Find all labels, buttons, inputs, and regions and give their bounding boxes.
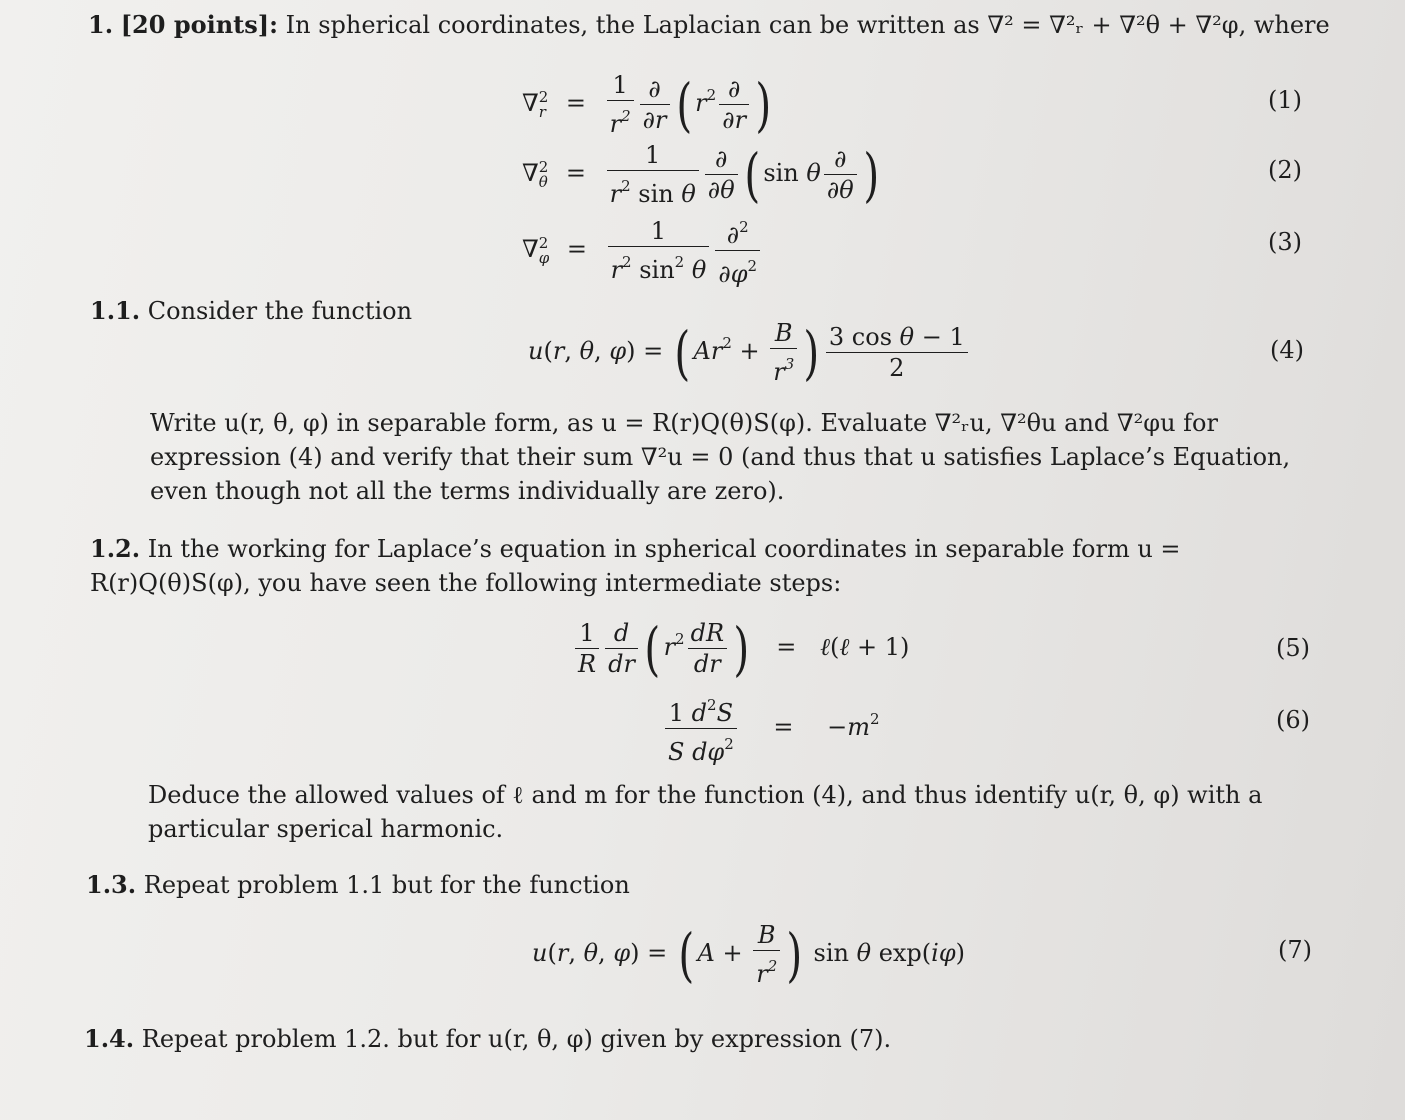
equation-4-label: (4): [1270, 336, 1304, 364]
part-1-1-heading: [90, 294, 412, 328]
equation-3-label: (3): [1268, 228, 1302, 256]
part-1-3-number: 1.3.: [86, 870, 137, 899]
equation-2-label: (2): [1268, 156, 1302, 184]
equation-7-label: (7): [1278, 936, 1312, 964]
equation-2: ∇ 2 θ = $\frac{1}{r^2 \sin \theta}$ $\frac{\partial}{\partial\theta}$ ( sin θ $\frac{\partial}{\partial\theta}$ ): [522, 140, 879, 209]
equation-6: $\frac{1 d^2S}{S d\varphi^2}$ = $-m^2$: [662, 690, 880, 767]
equation-6-label: (6): [1276, 706, 1310, 734]
equation-1: ∇ 2 r = $\frac{1}{r^2}$ $\frac{\partial}{\partial r}$ ( $r^2$ $\frac{\partial}{\partial r}$ ): [522, 70, 772, 139]
part-1-4-number: 1.4.: [84, 1024, 135, 1053]
part-1-4-text: Repeat problem 1.2. but for u(r, θ, φ) given by expression (7).: [141, 1025, 892, 1053]
problem-points: [20 points]:: [120, 10, 278, 39]
equation-1-label: (1): [1268, 86, 1302, 114]
part-1-1-text: Write u(r, θ, φ) in separable form, as u = R(r)Q(θ)S(φ). Evaluate ∇²ᵣu, ∇²θu and ∇²φu for expression (4) and verify that their sum ∇²u = 0 (and thus that u satisfies Laplace’s Equation, even though not all the terms individually are zero).: [150, 409, 1291, 505]
part-1-3-heading: [86, 868, 630, 902]
part-1-2-text-2: Deduce the allowed values of ℓ and m for the function (4), and thus identify u(r, θ, φ) with a particular sperical harmonic.: [148, 781, 1263, 843]
part-1-1-intro: Consider the function: [147, 297, 413, 325]
part-1-1-number: 1.1.: [90, 296, 141, 325]
problem-header: [88, 8, 1330, 42]
problem-number: 1.: [88, 10, 114, 39]
part-1-3-text: Repeat problem 1.1 but for the function: [143, 871, 630, 899]
part-1-2-text: In the working for Laplace’s equation in spherical coordinates in separable form u = R(r)Q(θ)S(φ), you have seen the following intermediate steps:: [90, 535, 1181, 597]
part-1-2-number: 1.2.: [90, 534, 141, 563]
equation-4: u(r, θ, φ) = ( $Ar^2$ + $\frac{B}{r^3}$ ) $\frac{\text{3 cos θ − 1}}{2}$: [528, 318, 971, 387]
equation-7: u(r, θ, φ) = ( A + $\frac{B}{r^2}$ ) sin θ exp(iφ): [532, 920, 966, 989]
part-1-4-heading: [84, 1022, 891, 1056]
problem-intro: In spherical coordinates, the Laplacian can be written as ∇² = ∇²ᵣ + ∇²θ + ∇²φ, where: [285, 11, 1330, 39]
equation-5: $\frac{1}{R}$ $\frac{d}{dr}$ ( $r^2$ $\frac{dR}{dr}$ ) = ℓ(ℓ + 1): [572, 618, 909, 679]
part-1-2-block: [90, 532, 1310, 600]
equation-3: ∇ 2 φ = $\frac{1}{r^2 \sin^2 \theta}$ $\frac{\partial^2}{\partial\varphi^2}$: [522, 212, 763, 289]
equation-5-label: (5): [1276, 634, 1310, 662]
